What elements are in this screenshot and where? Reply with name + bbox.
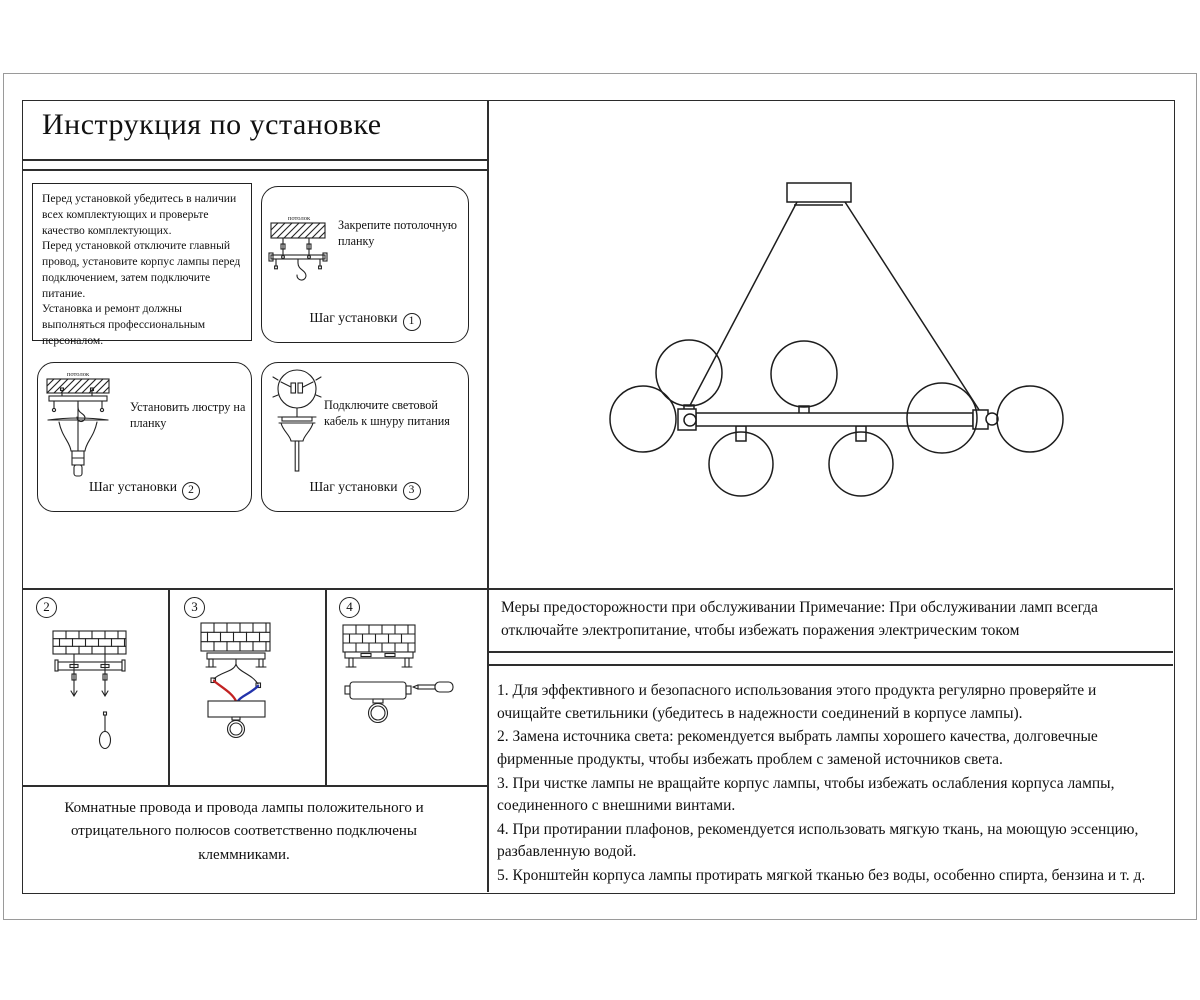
wall-bricks <box>53 631 126 654</box>
maintenance-list <box>497 680 1161 889</box>
wiring-connection-diagram <box>168 588 325 785</box>
maintenance-item-2: 2. Замена источника света: рекомендуется выбрать лампы хорошего качества, долговечные фирменные продукты, чтобы избежать проблем с заменой источников света. <box>497 728 1098 768</box>
step-box-1 <box>261 186 469 343</box>
step1-footer <box>262 310 468 331</box>
live-wire <box>214 681 236 701</box>
page-title: Инструкция по установке <box>42 108 382 141</box>
ceiling-hatch <box>271 223 325 238</box>
globe-top-center <box>771 341 837 407</box>
neutral-wire <box>238 686 258 701</box>
screwdriver-icon <box>413 682 453 692</box>
mounting-plate-diagram <box>22 588 168 785</box>
cell2-number: 2 <box>36 597 57 618</box>
step2-footer <box>38 479 251 500</box>
globe-far-right <box>997 386 1063 452</box>
step3-label: Шаг установки <box>309 479 398 494</box>
connect-wires-diagram <box>270 367 328 479</box>
suspension-rod-right <box>845 202 983 416</box>
title-rule-1 <box>22 159 487 161</box>
step1-number: 1 <box>403 313 421 331</box>
step2-label: Шаг установки <box>88 479 178 494</box>
step2-number: 2 <box>182 482 200 500</box>
step3-text: Подключите световой кабель к шнуру питания <box>324 398 450 429</box>
suspension-rod-left <box>686 202 797 413</box>
hook-icon <box>100 732 111 749</box>
cell3-number: 3 <box>184 597 205 618</box>
safety-rule-1 <box>487 651 1173 653</box>
safety-note: Меры предосторожности при обслуживании Примечание: При обслуживании ламп всегда отключайте электропитание, чтобы избежать поражения электрическим током <box>501 599 1098 640</box>
intro-p3: Установка и ремонт должны выполняться профессиональным персоналом. <box>42 302 206 347</box>
safety-rule-2 <box>487 664 1173 666</box>
chandelier-diagram <box>487 100 1175 588</box>
wall-bricks <box>343 625 415 652</box>
maintenance-item-3: 3. При чистке лампы не вращайте корпус лампы, чтобы избежать ослабления корпуса лампы, соединенного с внешними винтами. <box>497 774 1115 815</box>
horizontal-bar <box>696 413 973 426</box>
cell4-number: 4 <box>339 597 360 618</box>
step1-text: Закрепите потолочную планку <box>338 218 458 249</box>
ceiling-label: потолок <box>287 215 311 222</box>
ring-icon <box>371 706 385 720</box>
step-box-3 <box>261 362 469 512</box>
wiring-detail-circle <box>278 370 316 408</box>
maintenance-item-4: 4. При протирании плафонов, рекомендуется использовать мягкую ткань, на моющую эссенцию, разбавленную водой. <box>497 820 1139 861</box>
canopy-bell <box>281 423 313 441</box>
hook-icon <box>297 259 306 280</box>
ceiling-label: потолок <box>66 371 90 378</box>
hang-chandelier-diagram <box>46 367 126 489</box>
step3-number: 3 <box>403 482 421 500</box>
globe-top-left <box>656 340 722 406</box>
wall-bricks <box>201 623 270 651</box>
step2-text: Установить люстру на планку <box>130 400 246 431</box>
step1-label: Шаг установки <box>309 310 398 325</box>
wiring-caption: Комнатные провода и провода лампы положительного и отрицательного полюсов соответственно подключены клеммниками. <box>64 800 424 863</box>
cells-bottom-rule <box>22 785 487 787</box>
step-box-2 <box>37 362 252 512</box>
maintenance-item-1: 1. Для эффективного и безопасного использования этого продукта регулярно проверяйте и очищайте светильники (убедитесь в надежности соединений в корпусе лампы). <box>497 682 1097 722</box>
tighten-canopy-diagram <box>325 588 487 785</box>
ceiling-strap-diagram <box>268 211 338 307</box>
maintenance-item-5: 5. Кронштейн корпуса лампы протирать мягкой тканью без воды, особенно спирта, бензина и т. д. <box>497 867 1146 884</box>
intro-box <box>32 183 252 347</box>
ceiling-canopy <box>787 183 851 202</box>
intro-p2: Перед установкой отключите главный провод, установите корпус лампы перед подключением, затем подключите питание. <box>42 239 241 300</box>
step3-footer <box>262 479 468 500</box>
title-rule-2 <box>22 169 487 171</box>
intro-p1: Перед установкой убедитесь в наличии всех комплектующих и проверьте качество комплектующих. <box>42 192 237 237</box>
ring-icon <box>230 723 242 735</box>
ceiling-hatch <box>47 379 109 393</box>
